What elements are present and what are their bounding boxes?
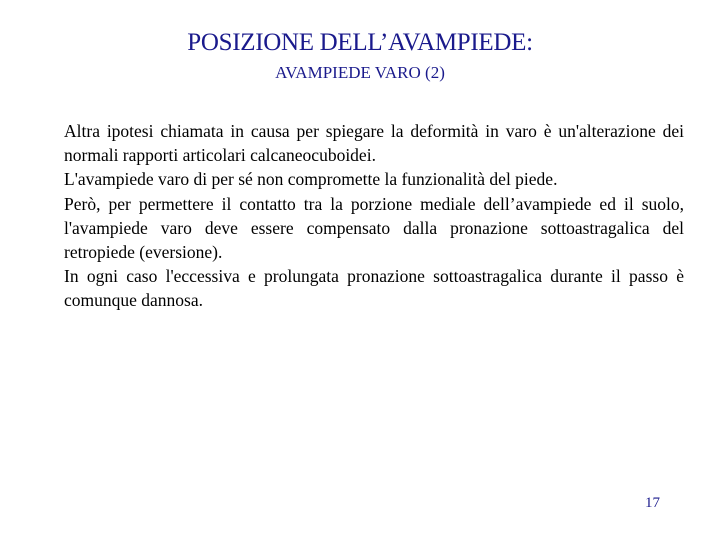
paragraph-3: Però, per permettere il contatto tra la porzione mediale dell’avampiede ed il suolo, l'avampiede varo deve essere compensato dalla pronazione sottoastragalica del retropiede (eversione). [64,193,684,263]
slide-subtitle: AVAMPIEDE VARO (2) [275,63,445,82]
paragraph-1: Altra ipotesi chiamata in causa per spiegare la deformità in varo è un'alterazione dei normali rapporti articolari calcaneocuboidei. [64,121,684,166]
slide-title: POSIZIONE DELL’AVAMPIEDE: [187,29,533,56]
paragraph-4: In ogni caso l'eccessiva e prolungata pronazione sottoastragalica durante il passo è comunque dannosa. [64,266,684,311]
page-number: 17 [645,495,660,511]
slide-body [64,119,684,313]
paragraph-2: L'avampiede varo di per sé non compromette la funzionalità del piede. [64,169,558,190]
